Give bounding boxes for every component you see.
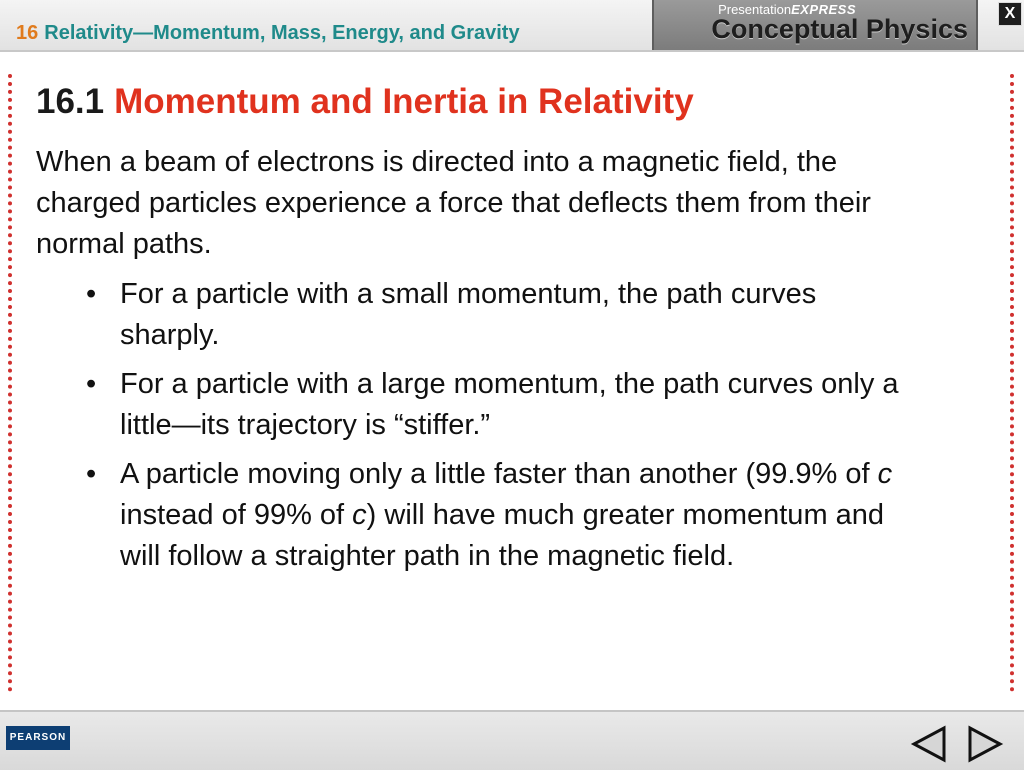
brand-prefix: Presentation <box>718 2 792 17</box>
brand-title: Conceptual Physics <box>711 14 968 44</box>
section-number: 16.1 <box>36 82 105 121</box>
slide-title <box>36 82 694 122</box>
bullet-marker: • <box>86 458 97 490</box>
pearson-logo: PEARSON <box>6 726 70 750</box>
bullet-text: For a particle with a large momentum, the path curves only a little—its trajectory is “stiffer.” <box>120 368 899 441</box>
chapter-number: 16 <box>16 22 39 44</box>
brand-banner <box>652 0 978 50</box>
bullet-text: For a particle with a small momentum, the path curves sharply. <box>120 278 817 351</box>
bullet-text-part: ) will have much greater momentum and will follow a straighter path in the magnetic field. <box>120 499 885 572</box>
right-arrow-icon <box>966 724 1004 764</box>
close-button[interactable]: X <box>998 2 1022 26</box>
bullet-text-part: A particle moving only a little faster than another (99.9% of <box>120 458 878 490</box>
intro-paragraph: When a beam of electrons is directed into a magnetic field, the charged particles experience a force that deflects them from their normal paths. <box>36 146 871 260</box>
left-dotted-border <box>8 74 12 692</box>
footer-bar <box>0 710 1024 770</box>
speed-of-light-symbol: c <box>352 499 367 531</box>
chapter-title: Relativity—Momentum, Mass, Energy, and Gravity <box>44 22 520 44</box>
chapter-heading <box>16 22 520 45</box>
bullet-marker: • <box>86 368 97 400</box>
bullet-marker: • <box>86 278 97 310</box>
bullet-text <box>120 454 909 618</box>
previous-slide-button[interactable] <box>910 724 948 764</box>
header-bar <box>0 0 1024 52</box>
brand-express: EXPRESS <box>791 2 856 17</box>
next-slide-button[interactable] <box>966 724 1004 764</box>
section-title: Momentum and Inertia in Relativity <box>114 82 694 121</box>
speed-of-light-symbol: c <box>877 458 893 490</box>
left-arrow-icon <box>910 724 948 764</box>
bullet-text-part: instead of 99% of <box>120 458 909 531</box>
right-dotted-border <box>1010 74 1014 692</box>
